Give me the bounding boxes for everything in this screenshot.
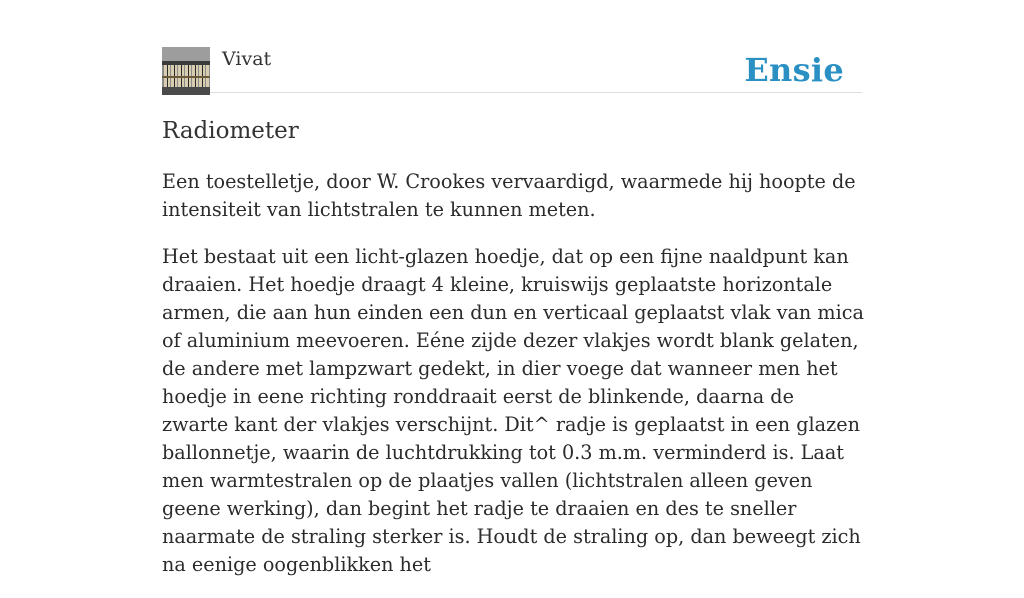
- article-title: Radiometer: [162, 118, 299, 144]
- author-name[interactable]: Vivat: [222, 48, 272, 70]
- article-paragraph: Een toestelletje, door W. Crookes vervaardigd, waarmede hij hoopte de intensiteit van lichtstralen te kunnen meten.: [162, 170, 856, 221]
- author-avatar[interactable]: [162, 47, 210, 95]
- article-body: [162, 168, 866, 598]
- brand-logo[interactable]: Ensie: [744, 51, 844, 89]
- page-header: [162, 46, 862, 93]
- bookshelf-avatar-icon: [162, 47, 210, 95]
- article-paragraph: Het bestaat uit een licht-glazen hoedje, dat op een fijne naaldpunt kan draaien. Het hoedje draagt 4 kleine, kruiswijs geplaatste horizontale armen, die aan hun einden een dun en verticaal geplaatst vlak van mica of aluminium meevoeren. Eéne zijde dezer vlakjes wordt blank gelaten, de andere met lampzwart gedekt, in dier voege dat wanneer men het hoedje in eene richting ronddraait eerst de blinkende, daarna de zwarte kant der vlakjes verschijnt. Dit^ radje is geplaatst in een glazen ballonnetje, waarin de luchtdrukking tot 0.3 m.m. verminderd is. Laat men warmtestralen op de plaatjes vallen (lichtstralen alleen geven geene werking), dan begint het radje te draaien en des te sneller naarmate de straling sterker is. Houdt de straling op, dan beweegt zich na eenige oogenblikken het: [162, 245, 864, 576]
